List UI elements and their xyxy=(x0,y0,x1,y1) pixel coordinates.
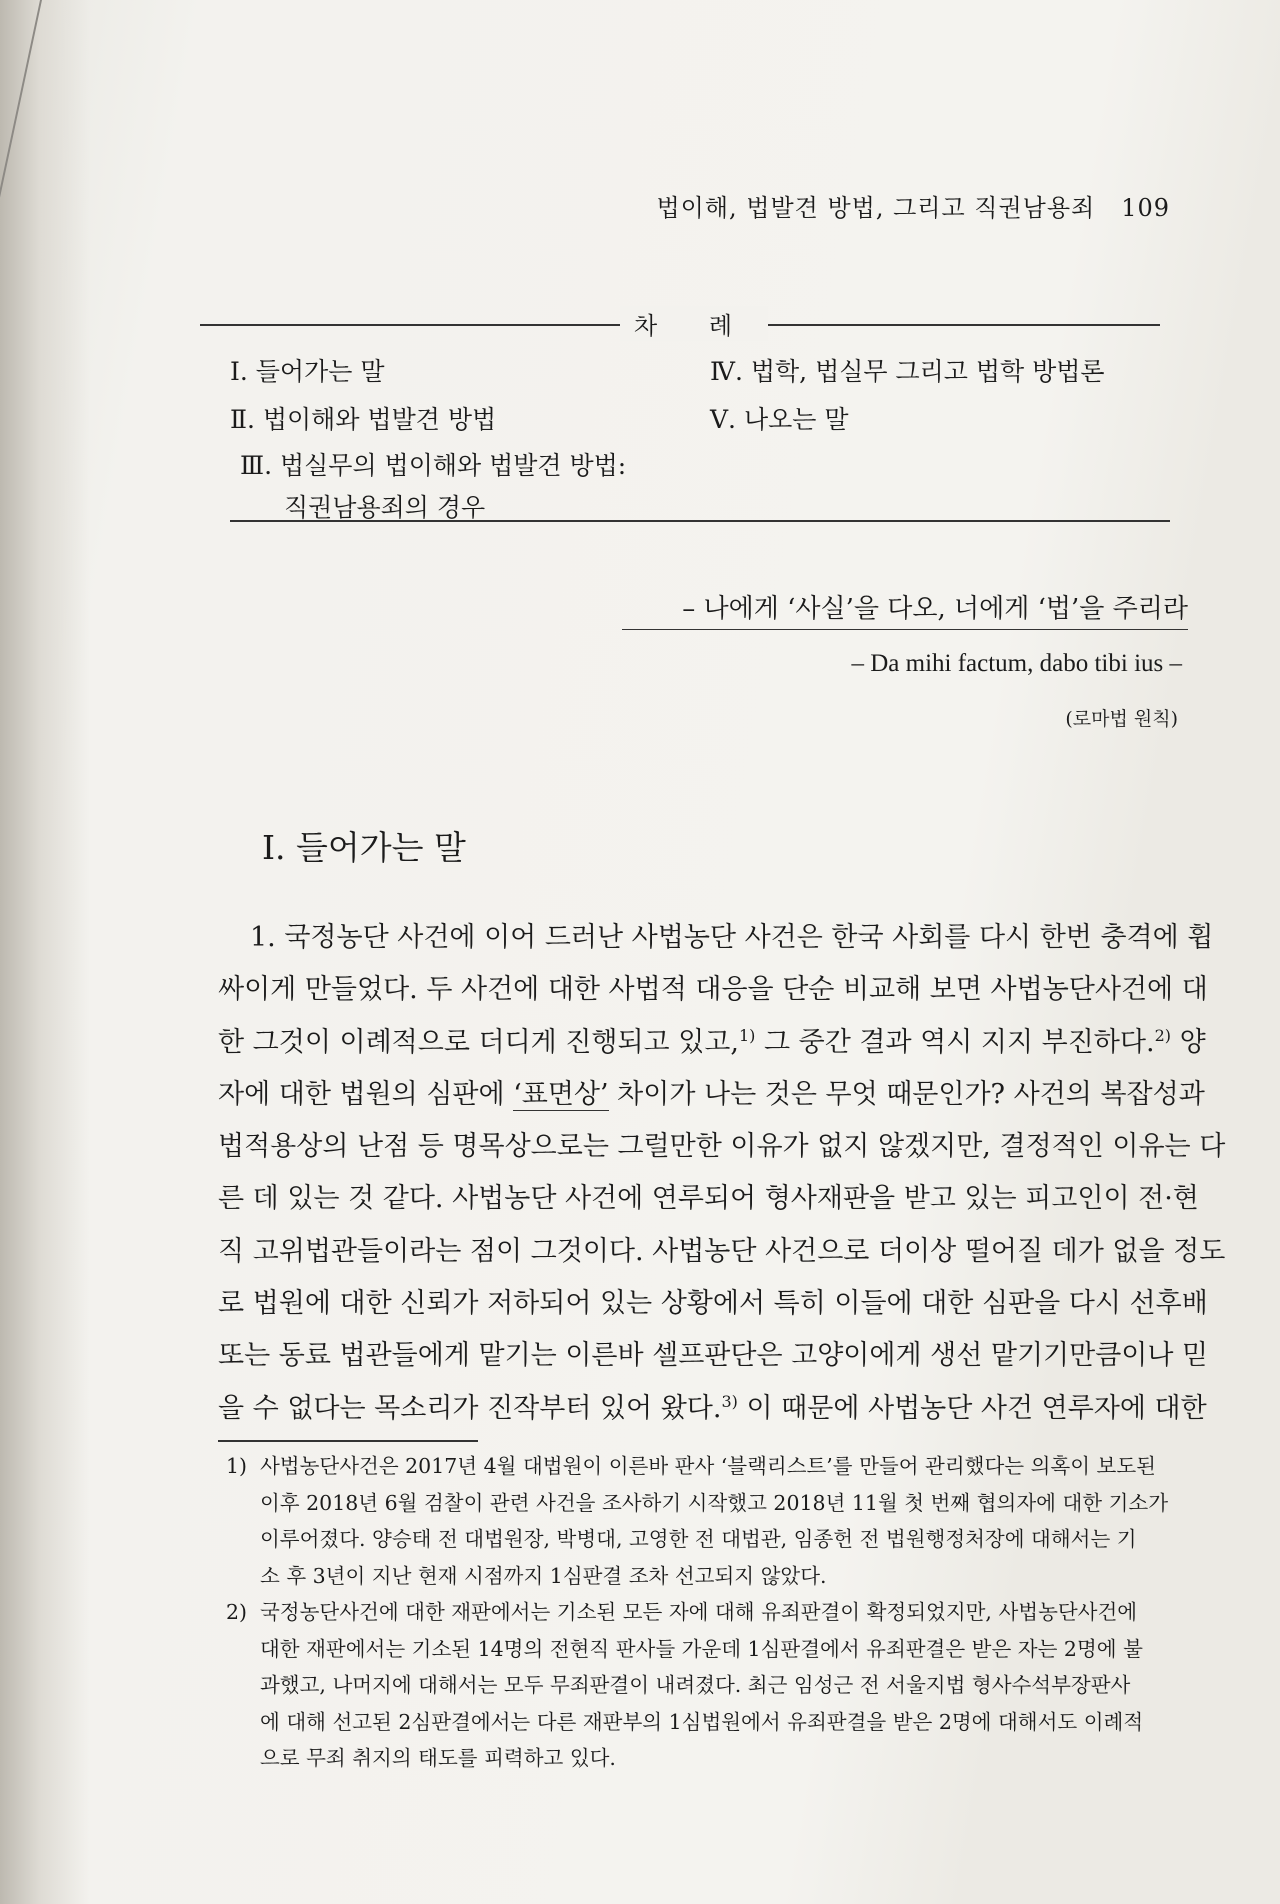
footnote-line: 과했고, 나머지에 대해서는 모두 무죄판결이 내려졌다. 최근 임성근 전 서울지법 형사수석부장판사 xyxy=(260,1673,1131,1697)
footnote-number: 1) xyxy=(226,1454,248,1478)
body-text: 을 수 없다는 목소리가 진작부터 있어 왔다. xyxy=(218,1392,722,1424)
footnote-line: 이후 2018년 6월 검찰이 관련 사건을 조사하기 시작했고 2018년 11월 첫 번째 협의자에 대한 기소가 xyxy=(260,1490,1168,1515)
footnote-number: 2) xyxy=(226,1600,248,1624)
body-text: 이 때문에 사법농단 사건 연루자에 대한 xyxy=(737,1392,1207,1424)
body-text: 차이가 나는 것은 무엇 때문인가? 사건의 복잡성과 xyxy=(608,1078,1205,1110)
footnote-2 xyxy=(226,1594,1190,1777)
toc-item-4: Ⅳ. 법학, 법실무 그리고 법학 방법론 xyxy=(710,357,1105,386)
body-line xyxy=(218,1069,1205,1121)
footnote-ref-2: 2) xyxy=(1154,1025,1171,1045)
body-text: 양 xyxy=(1170,1026,1206,1058)
epigraph-korean: – 나에게 ‘사실’을 다오, 너에게 ‘법’을 주리라 xyxy=(622,588,1188,630)
toc-rule-bottom xyxy=(230,520,1170,522)
footnote-ref-3: 3) xyxy=(721,1391,738,1411)
footnote-line: 으로 무죄 취지의 태도를 피력하고 있다. xyxy=(260,1746,616,1770)
underlined-term: ‘표면상’ xyxy=(513,1078,609,1110)
body-line xyxy=(218,1383,1207,1435)
footnote-line: 에 대해 선고된 2심판결에서는 다른 재판부의 1심법원에서 유죄판결을 받은 2명에 대해서도 이례적 xyxy=(260,1709,1144,1734)
toc-item-3-continued: 직권남용죄의 경우 xyxy=(284,493,486,522)
epigraph-source: (로마법 원칙) xyxy=(1065,708,1178,730)
body-text: 그 중간 결과 역시 지지 부진하다. xyxy=(755,1026,1155,1058)
toc-item-3: Ⅲ. 법실무의 법이해와 법발견 방법: xyxy=(240,451,627,480)
toc-title: 차 례 xyxy=(620,306,768,341)
footnote-ref-1: 1) xyxy=(738,1025,756,1045)
body-line: 1. 국정농단 사건에 이어 드러난 사법농단 사건은 한국 사회를 다시 한번 충격에 휩 xyxy=(250,922,1214,953)
running-head xyxy=(656,188,1170,223)
body-line: 또는 동료 법관들에게 맡기는 이른바 셀프판단은 고양이에게 생선 맡기기만큼이나 믿 xyxy=(218,1340,1209,1372)
body-text: 한 그것이 이례적으로 더디게 진행되고 있고, xyxy=(218,1026,739,1058)
footnote-line: 이루어졌다. 양승태 전 대법원장, 박병대, 고영한 전 대법관, 임종헌 전 법원행정처장에 대해서는 기 xyxy=(260,1527,1137,1551)
body-paragraph xyxy=(218,912,1226,1435)
running-head-title: 법이해, 법발견 방법, 그리고 직권남용죄 xyxy=(656,194,1096,222)
footnote-1 xyxy=(226,1448,1190,1594)
footnote-line: 국정농단사건에 대한 재판에서는 기소된 모든 자에 대해 유죄판결이 확정되었지만, 사법농단사건에 xyxy=(260,1600,1138,1624)
body-line xyxy=(218,1017,1206,1069)
section-heading: Ⅰ. 들어가는 말 xyxy=(262,828,466,867)
page-curl-shadow xyxy=(0,0,90,1904)
body-line: 로 법원에 대한 신뢰가 저하되어 있는 상황에서 특히 이들에 대한 심판을 다시 선후배 xyxy=(218,1288,1208,1320)
toc-item-1: Ⅰ. 들어가는 말 xyxy=(230,357,385,386)
body-line: 른 데 있는 것 같다. 사법농단 사건에 연루되어 형사재판을 받고 있는 피고인이 전·현 xyxy=(218,1183,1199,1215)
body-line: 법적용상의 난점 등 명목상으로는 그럴만한 이유가 없지 않겠지만, 결정적인 이유는 다 xyxy=(218,1131,1226,1163)
footnote-line: 대한 재판에서는 기소된 14명의 전현직 판사들 가운데 1심판결에서 유죄판결은 받은 자는 2명에 불 xyxy=(260,1636,1143,1661)
body-text: 자에 대한 법원의 심판에 xyxy=(218,1078,514,1110)
toc-item-2: Ⅱ. 법이해와 법발견 방법 xyxy=(230,405,497,434)
epigraph-latin: – Da mihi factum, dabo tibi ius – xyxy=(851,650,1182,677)
page-number: 109 xyxy=(1121,194,1170,222)
footnotes xyxy=(226,1448,1190,1777)
footnote-line: 사법농단사건은 2017년 4월 대법원이 이른바 판사 ‘블랙리스트’를 만들어 관리했다는 의혹이 보도된 xyxy=(260,1454,1156,1478)
footnote-line: 소 후 3년이 지난 현재 시점까지 1심판결 조차 선고되지 않았다. xyxy=(260,1563,827,1588)
body-line: 싸이게 만들었다. 두 사건에 대한 사법적 대응을 단순 비교해 보면 사법농단사건에 대 xyxy=(218,974,1208,1006)
footnote-separator xyxy=(218,1440,478,1442)
toc-item-5: Ⅴ. 나오는 말 xyxy=(710,405,849,434)
body-line: 직 고위법관들이라는 점이 그것이다. 사법농단 사건으로 더이상 떨어질 데가 없을 정도 xyxy=(218,1235,1226,1267)
